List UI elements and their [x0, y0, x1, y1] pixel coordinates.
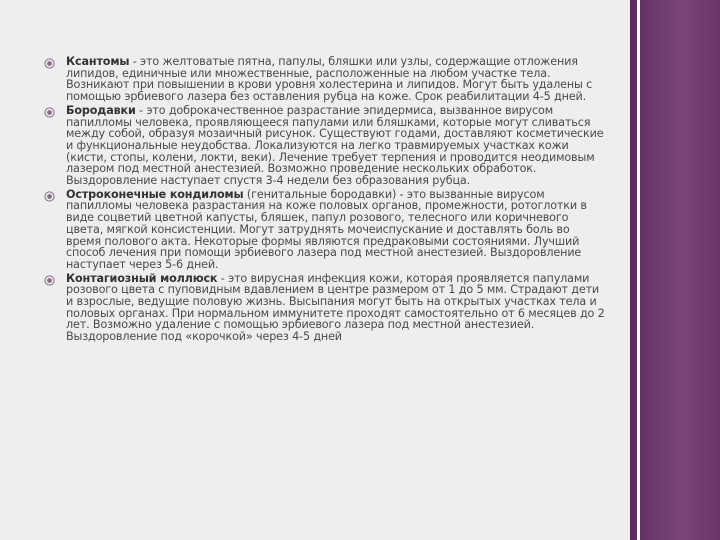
accent-band [630, 0, 720, 540]
circled-dot-bullet-icon [44, 275, 55, 286]
list-item-xanthoma [44, 56, 606, 103]
term-label: Контагиозный моллюск [66, 271, 218, 285]
bullet-list [44, 56, 606, 345]
circled-dot-bullet-icon [44, 191, 55, 202]
term-label: Бородавки [66, 103, 136, 117]
circled-dot-bullet-icon [44, 107, 55, 118]
list-item-text [66, 189, 606, 271]
list-item-molluscum [44, 273, 606, 343]
term-label: Ксантомы [66, 55, 130, 68]
list-item-text [66, 56, 606, 103]
term-description: - это доброкачественное разрастание эпидермиса, вызванное вирусом папилломы человека, проявляющееся папулами или бляшками, которые могут сливаться между собой, образуя мозаичный рисунок. Существуют годами, доставляют косметические и функциональные неудобства. Локализуются на легко травмируемых участках кожи (кисти, стопы, колени, локти, веки). Лечение требует терпения и проводится неодимовым лазером под местной анестезией. Возможно проведение нескольких обработок. Выздоровление наступает спустя 3-4 недели без образования рубца. [66, 103, 604, 188]
term-label: Остроконечные кондиломы [66, 187, 244, 201]
term-description: (генитальные бородавки) - это вызванные вирусом папилломы человека разрастания на коже половых органов, промежности, ротоглотки в виде соцветий цветной капусты, бляшек, папул розового, телесного или коричневого цвета, мягкой консистенции. Могут затруднять мочеиспускание и доставлять боль во время полового акта. Некоторые формы являются предраковыми состояниями. Лучший способ лечения при помощи эрбиевого лазера под местной анестезией. Выздоровление наступает через 5-6 дней. [66, 187, 587, 271]
circled-dot-bullet-icon [44, 58, 55, 69]
list-item-text [66, 105, 606, 187]
term-description: - это желтоватые пятна, папулы, бляшки или узлы, содержащие отложения липидов, единичные или множественные, расположенные на любом участке тела. Возникают при повышении в крови уровня холестерина и липидов. Могут быть удалены с помощью эрбиевого лазера без оставления рубца на коже. Срок реабилитации 4-5 дней. [66, 55, 593, 104]
list-item-condylomas [44, 189, 606, 271]
term-description: - это вирусная инфекция кожи, которая проявляется папулами розового цвета с пуповидным вдавлением в центре размером от 1 до 5 мм. Страдают дети и взрослые, ведущие половую жизнь. Высыпания могут быть на открытых участках тела и половых органах. При нормальном иммунитете проходят самостоятельно от 6 месяцев до 2 лет. Возможно удаление с помощью эрбиевого лазера под местной анестезией. Выздоровление под «корочкой» через 4-5 дней [66, 271, 605, 344]
accent-divider-line [637, 0, 640, 540]
list-item-warts [44, 105, 606, 187]
list-item-text [66, 273, 606, 343]
